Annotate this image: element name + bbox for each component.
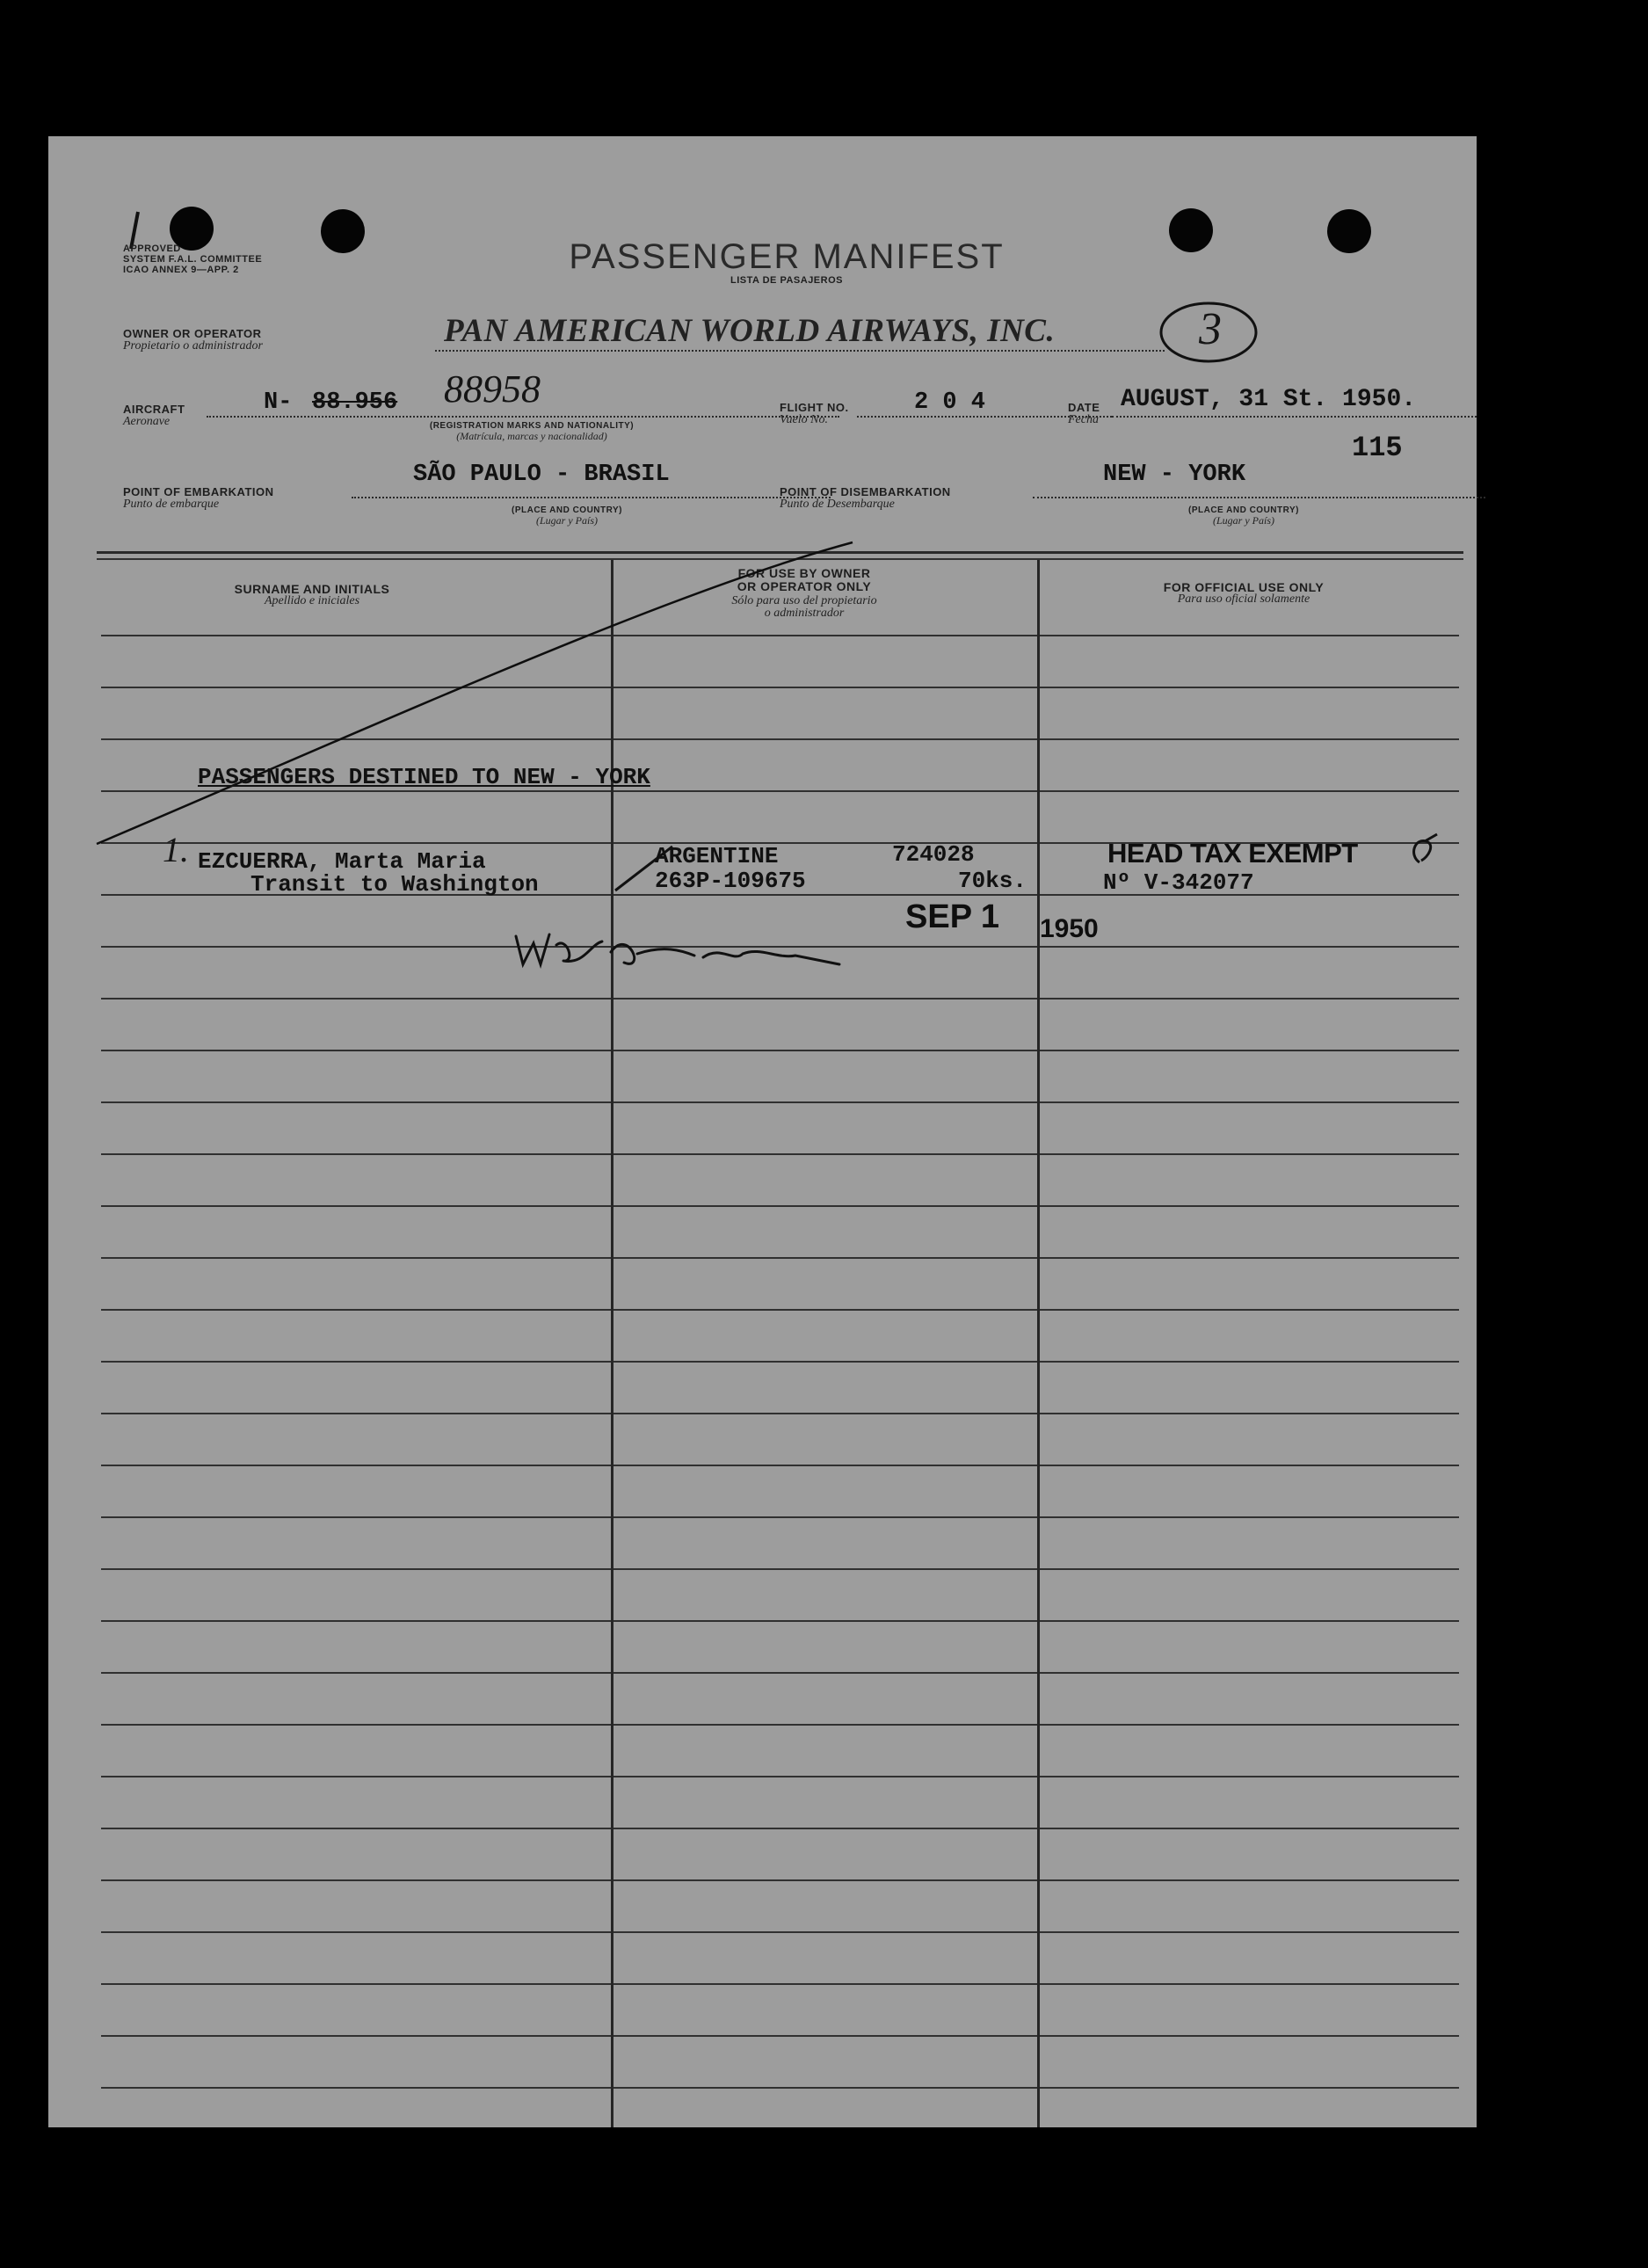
table-row-line [101, 1153, 1459, 1155]
place-label-es: (Lugar y País) [1213, 514, 1274, 527]
date-label-es: Fecha [1068, 413, 1099, 426]
table-row-line [101, 1516, 1459, 1518]
inspector-signature [505, 910, 962, 998]
disembark-label-es: Punto de Desembarque [780, 498, 895, 511]
date-label: DATE [1068, 401, 1100, 414]
table-row-line [101, 1568, 1459, 1570]
table-row-line [101, 1465, 1459, 1466]
page-subtitle: LISTA DE PASAJEROS [730, 275, 843, 286]
passport-number: 263P-109675 [655, 868, 806, 894]
diagonal-strike-line [48, 136, 1477, 927]
table-row-line [101, 1050, 1459, 1051]
place-label-es: (Lugar y País) [536, 514, 598, 527]
column-header-official: FOR OFFICIAL USE ONLY [1163, 580, 1325, 594]
visa-number: Nº V-342077 [1103, 869, 1254, 896]
table-row-line [101, 1828, 1459, 1829]
embark-label-es: Punto de embarque [123, 498, 220, 511]
manifest-sheet [48, 136, 1477, 2127]
column-header-operator-line: FOR USE BY OWNER [737, 566, 871, 580]
flight-label-es: Vuelo No. [780, 413, 828, 426]
table-row-line [101, 1101, 1459, 1103]
head-tax-exempt-stamp: HEAD TAX EXEMPT [1107, 838, 1358, 869]
table-row-line [101, 1361, 1459, 1363]
sheet-number: 3 [1199, 304, 1222, 354]
page-stamp-number: 115 [1352, 432, 1403, 464]
table-row-line [101, 1672, 1459, 1674]
table-row-line [101, 998, 1459, 1000]
table-row-line [101, 1983, 1459, 1985]
column-header-operator-line: OR OPERATOR ONLY [737, 579, 872, 593]
table-row-line [101, 1776, 1459, 1777]
disembark-label: POINT OF DISEMBARKATION [780, 485, 951, 498]
page-title: PASSENGER MANIFEST [569, 237, 1005, 276]
section-heading: PASSENGERS DESTINED TO NEW - YORK [198, 764, 650, 790]
place-label: (PLACE AND COUNTRY) [1188, 505, 1299, 515]
flight-label: FLIGHT NO. [780, 401, 849, 414]
table-row-line [101, 1309, 1459, 1311]
table-row-line [101, 1205, 1459, 1207]
column-header-operator-es-line: o administrador [764, 607, 845, 620]
approval-line: SYSTEM F.A.L. COMMITTEE [123, 254, 263, 265]
column-header-official-es: Para uso oficial solamente [1177, 592, 1310, 606]
column-header-operator-es-line: Sólo para uso del propietario [731, 594, 877, 607]
passenger-number: 1. [163, 830, 189, 869]
column-header-surname-es: Apellido e iniciales [264, 594, 360, 607]
operator-name: PAN AMERICAN WORLD AIRWAYS, INC. [444, 313, 1056, 349]
check-mark [1402, 829, 1446, 873]
table-row-line [101, 2087, 1459, 2089]
flight-number: 2 0 4 [914, 389, 986, 416]
aircraft-prefix: N- [264, 389, 293, 416]
disembarkation-point: NEW - YORK [1103, 462, 1246, 488]
date-stamp-year: 1950 [1040, 914, 1099, 943]
registration-label-es: (Matrícula, marcas y nacionalidad) [456, 430, 607, 442]
table-row-line [101, 1620, 1459, 1622]
date-stamp-month: SEP 1 [905, 898, 1000, 935]
aircraft-label: AIRCRAFT [123, 403, 185, 416]
table-row-line [101, 2035, 1459, 2037]
flight-date: AUGUST, 31 St. 1950. [1121, 386, 1417, 413]
owner-label-es: Propietario o administrador [123, 339, 263, 353]
passenger-name: EZCUERRA, Marta Maria [198, 848, 486, 875]
approval-line: ICAO ANNEX 9—APP. 2 [123, 265, 239, 275]
aircraft-label-es: Aeronave [123, 415, 171, 428]
table-row-line [101, 1257, 1459, 1259]
embark-label: POINT OF EMBARKATION [123, 485, 274, 498]
baggage-weight: 70ks. [958, 868, 1027, 894]
embarkation-point: SÃO PAULO - BRASIL [413, 462, 670, 488]
table-row-line [101, 1879, 1459, 1881]
table-row-line [101, 1724, 1459, 1726]
approval-line: APPROVED [123, 244, 181, 254]
passenger-transit: Transit to Washington [250, 871, 539, 898]
owner-label: OWNER OR OPERATOR [123, 327, 262, 340]
pen-mark [611, 840, 681, 892]
column-header-surname: SURNAME AND INITIALS [234, 582, 390, 596]
aircraft-struck-value: 88.956 [312, 389, 398, 416]
aircraft-handwritten-value: 88958 [444, 367, 541, 411]
passenger-nationality: ARGENTINE [655, 843, 779, 869]
place-label: (PLACE AND COUNTRY) [512, 505, 622, 515]
registration-label: (REGISTRATION MARKS AND NATIONALITY) [429, 421, 635, 431]
table-row-line [101, 1413, 1459, 1414]
ticket-number: 724028 [892, 841, 975, 868]
table-row-line [101, 1931, 1459, 1933]
